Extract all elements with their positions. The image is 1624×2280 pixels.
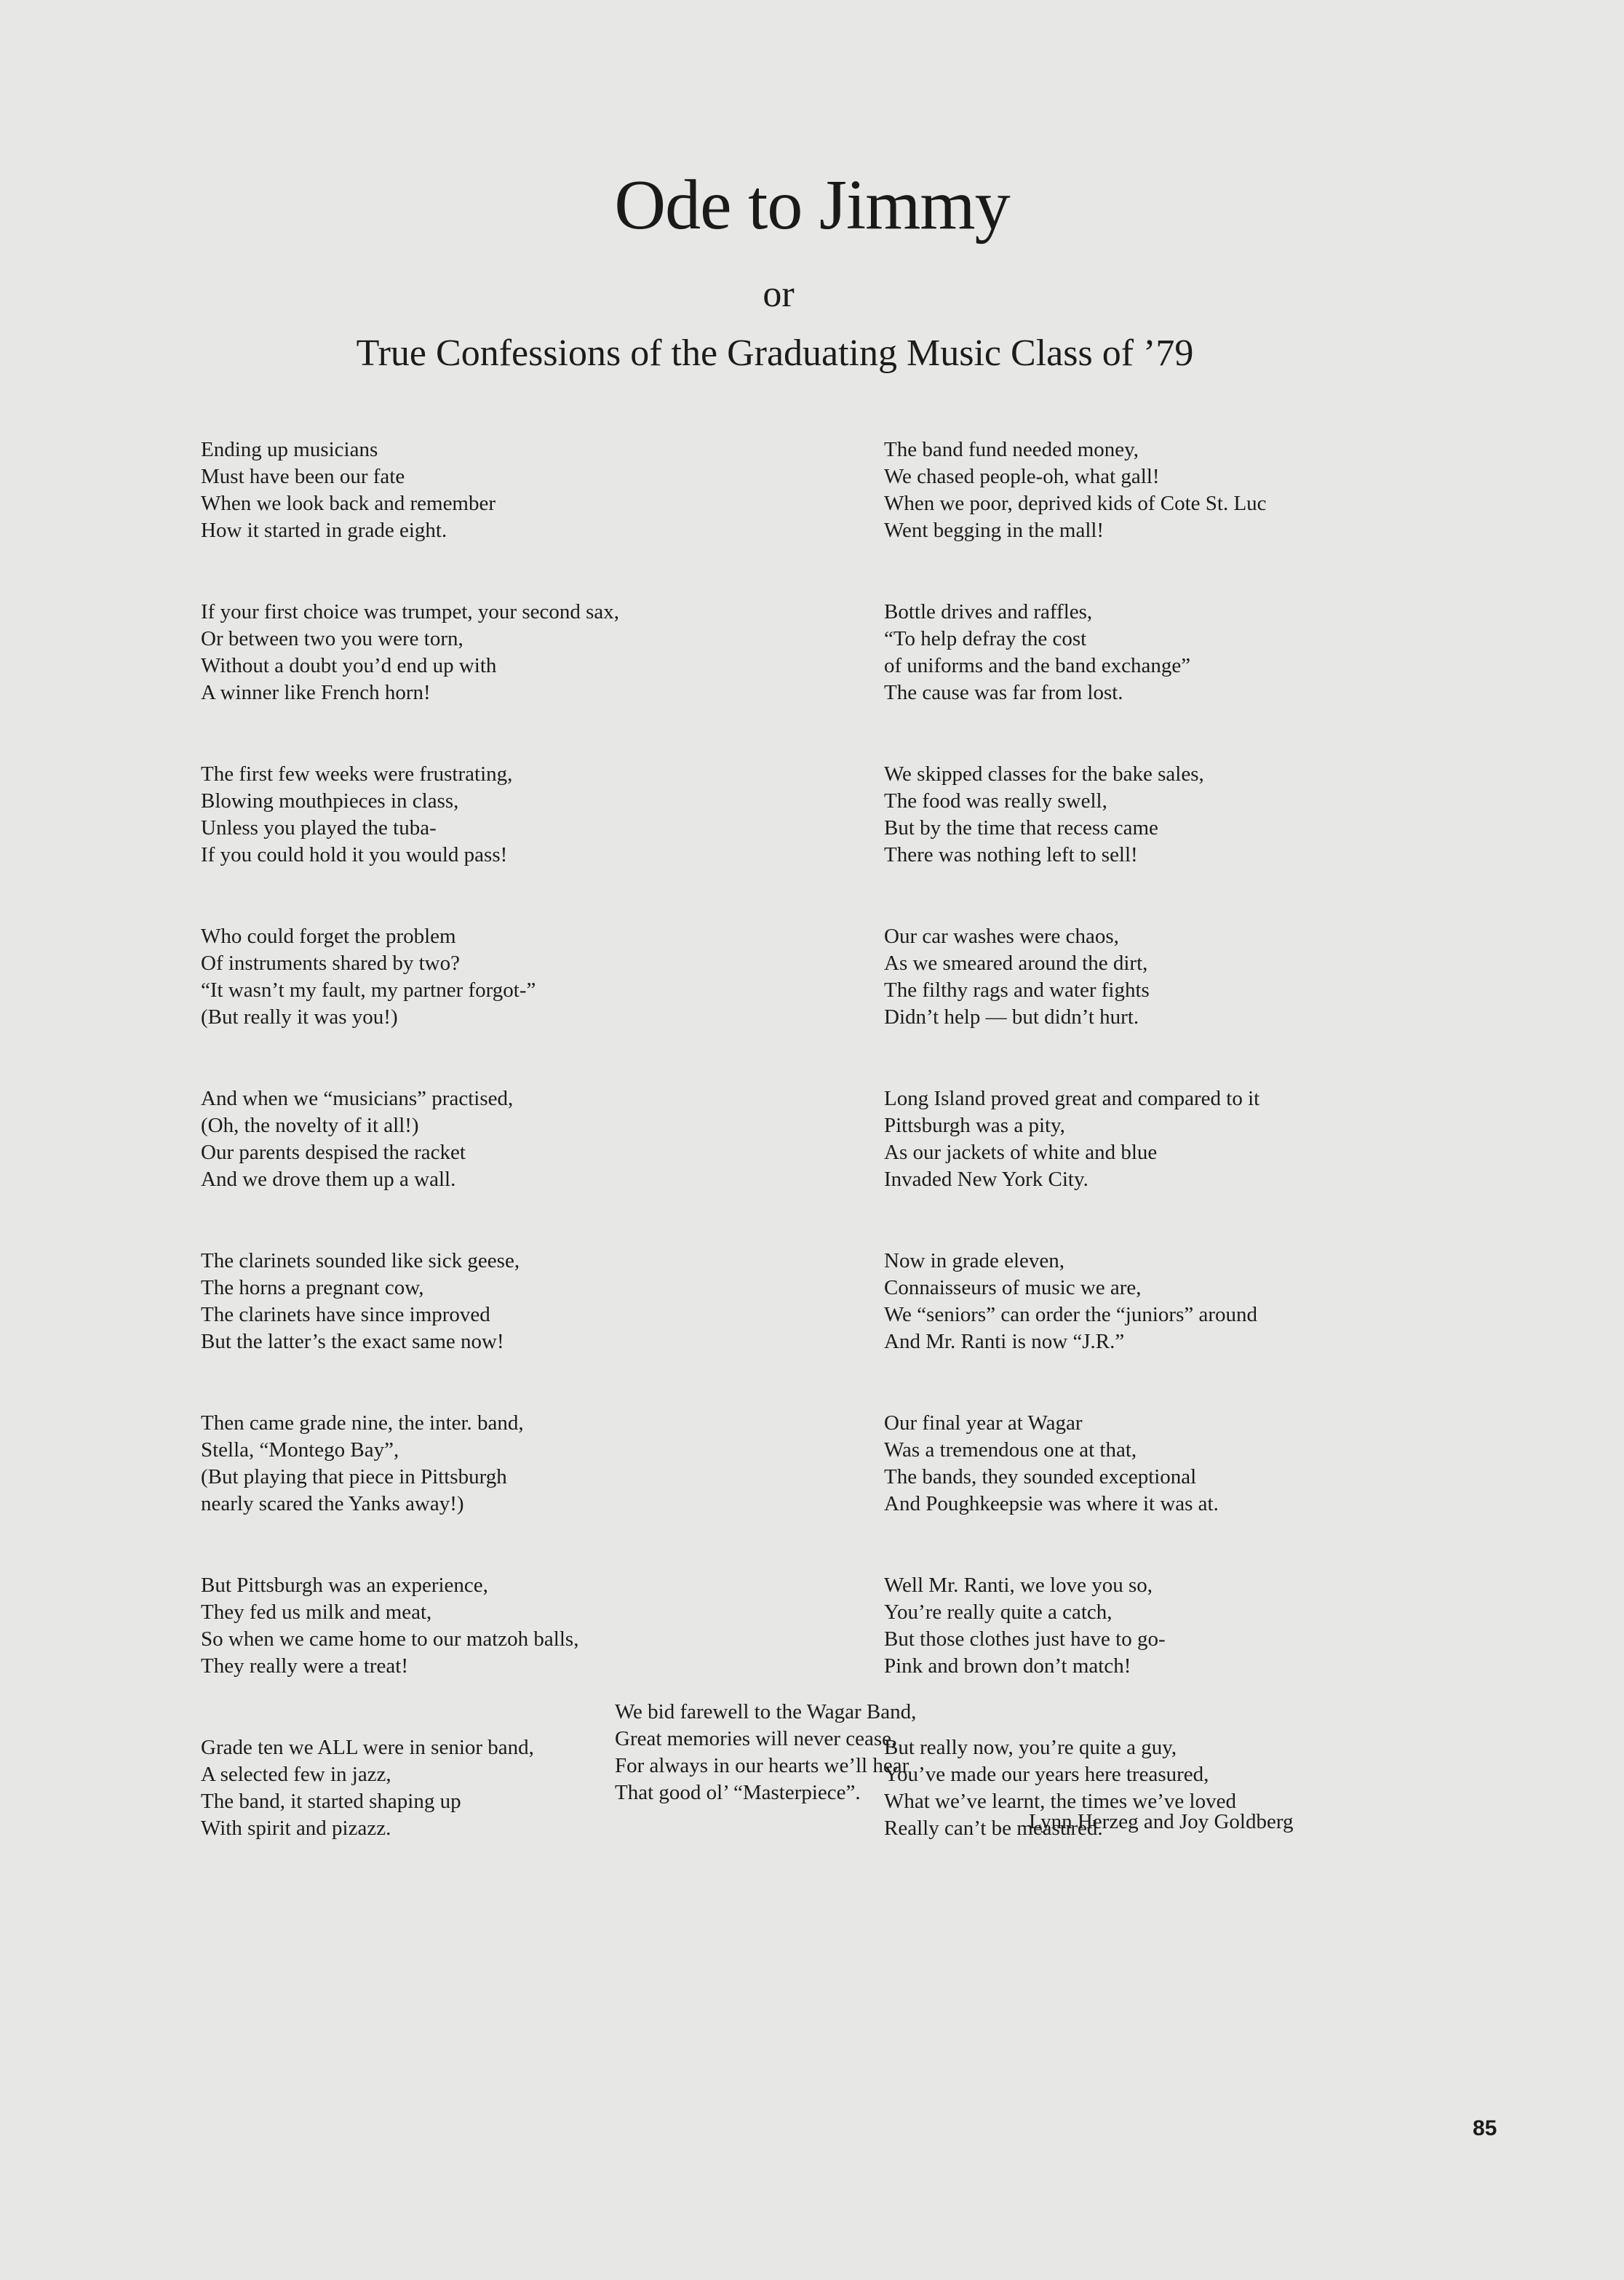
poem-line: That good ol’ “Masterpiece”. (615, 1781, 861, 1804)
poem-stanza (884, 923, 1597, 1031)
poem-line: There was nothing left to sell! (884, 843, 1138, 866)
left-poem-column (201, 437, 914, 1897)
poem-line: Blowing mouthpieces in class, (201, 789, 459, 813)
poem-line: The band, it started shaping up (201, 1790, 461, 1813)
poem-stanza (884, 761, 1597, 869)
poem-line: We bid farewell to the Wagar Band, (615, 1700, 917, 1723)
poem-line: The filthy rags and water fights (884, 978, 1150, 1002)
poem-line: And Poughkeepsie was where it was at. (884, 1492, 1219, 1515)
poem-line: They really were a treat! (201, 1654, 408, 1678)
author-attribution: Lynn Herzeg and Joy Goldberg (1029, 1810, 1294, 1833)
title-connector: or (763, 274, 795, 315)
poem-line: We “seniors” can order the “juniors” around (884, 1303, 1258, 1326)
poem-stanza (884, 1572, 1597, 1680)
poem-line: (But playing that piece in Pittsburgh (201, 1465, 507, 1488)
poem-line: Our parents despised the racket (201, 1141, 466, 1164)
right-poem-column (884, 437, 1597, 1897)
poem-line: nearly scared the Yanks away!) (201, 1492, 464, 1515)
poem-line: Didn’t help — but didn’t hurt. (884, 1005, 1139, 1029)
poem-line: Pink and brown don’t match! (884, 1654, 1131, 1678)
poem-stanza (201, 1085, 914, 1193)
poem-line: How it started in grade eight. (201, 519, 447, 542)
poem-stanza (201, 1248, 914, 1355)
poem-stanza (201, 1410, 914, 1518)
poem-line: Was a tremendous one at that, (884, 1438, 1137, 1462)
poem-line: The first few weeks were frustrating, (201, 762, 513, 786)
poem-stanza (201, 599, 914, 706)
poem-line: When we poor, deprived kids of Cote St. Luc (884, 492, 1267, 515)
poem-line: A winner like French horn! (201, 681, 431, 704)
poem-line: The cause was far from lost. (884, 681, 1123, 704)
poem-line: The food was really swell, (884, 789, 1107, 813)
poem-line: As we smeared around the dirt, (884, 952, 1148, 975)
poem-line: Connaisseurs of music we are, (884, 1276, 1142, 1299)
poem-line: (But really it was you!) (201, 1005, 398, 1029)
poem-line: Went begging in the mall! (884, 519, 1104, 542)
poem-line: The clarinets have since improved (201, 1303, 490, 1326)
poem-line: Bottle drives and raffles, (884, 600, 1093, 623)
poem-line: And when we “musicians” practised, (201, 1087, 514, 1110)
poem-line: (Oh, the novelty of it all!) (201, 1114, 419, 1137)
poem-stanza (201, 437, 914, 544)
poem-line: Unless you played the tuba- (201, 816, 437, 840)
page-subtitle: True Confessions of the Graduating Music Class of ’79 (356, 332, 1194, 374)
poem-line: Pittsburgh was a pity, (884, 1114, 1065, 1137)
poem-line: They fed us milk and meat, (201, 1601, 432, 1624)
poem-stanza (884, 599, 1597, 706)
poem-line: Must have been our fate (201, 465, 405, 488)
poem-line: And we drove them up a wall. (201, 1168, 456, 1191)
poem-line: The bands, they sounded exceptional (884, 1465, 1197, 1488)
poem-line: For always in our hearts we’ll hear (615, 1754, 909, 1777)
poem-stanza (884, 1248, 1597, 1355)
poem-line: The band fund needed money, (884, 438, 1139, 461)
poem-line: Really can’t be measured. (884, 1817, 1103, 1840)
poem-line: Grade ten we ALL were in senior band, (201, 1736, 534, 1759)
poem-line: But by the time that recess came (884, 816, 1158, 840)
poem-line: As our jackets of white and blue (884, 1141, 1158, 1164)
poem-line: You’re really quite a catch, (884, 1601, 1112, 1624)
final-stanza (615, 1699, 1270, 1806)
poem-line: If your first choice was trumpet, your second sax, (201, 600, 620, 623)
poem-line: Our car washes were chaos, (884, 925, 1119, 948)
poem-line: We chased people-oh, what gall! (884, 465, 1160, 488)
poem-line: Ending up musicians (201, 438, 378, 461)
poem-line: Or between two you were torn, (201, 627, 463, 650)
poem-line: But Pittsburgh was an experience, (201, 1574, 488, 1597)
poem-line: So when we came home to our matzoh balls, (201, 1627, 579, 1651)
poem-line: Long Island proved great and compared to it (884, 1087, 1260, 1110)
poem-line: When we look back and remember (201, 492, 496, 515)
poem-stanza (884, 1410, 1597, 1518)
poem-line: Then came grade nine, the inter. band, (201, 1411, 524, 1435)
poem-stanza (201, 761, 914, 869)
poem-line: We skipped classes for the bake sales, (884, 762, 1204, 786)
poem-line: Stella, “Montego Bay”, (201, 1438, 399, 1462)
poem-stanza (884, 437, 1597, 544)
poem-stanza (884, 1085, 1597, 1193)
poem-stanza (201, 1572, 914, 1680)
poem-line: The horns a pregnant cow, (201, 1276, 424, 1299)
poem-line: But really now, you’re quite a guy, (884, 1736, 1177, 1759)
poem-stanza (201, 923, 914, 1031)
poem-line: And Mr. Ranti is now “J.R.” (884, 1330, 1125, 1353)
poem-line: The clarinets sounded like sick geese, (201, 1249, 520, 1272)
page-title: Ode to Jimmy (614, 166, 1010, 244)
poem-line: “It wasn’t my fault, my partner forgot-” (201, 978, 536, 1002)
poem-line: If you could hold it you would pass! (201, 843, 508, 866)
poem-line: of uniforms and the band exchange” (884, 654, 1191, 677)
poem-line: But the latter’s the exact same now! (201, 1330, 504, 1353)
poem-line: Who could forget the problem (201, 925, 456, 948)
poem-line: Great memories will never cease, (615, 1727, 897, 1750)
poem-line: Our final year at Wagar (884, 1411, 1083, 1435)
page-number: 85 (1473, 2116, 1497, 2140)
poem-line: But those clothes just have to go- (884, 1627, 1166, 1651)
poem-line: “To help defray the cost (884, 627, 1087, 650)
poem-line: You’ve made our years here treasured, (884, 1763, 1209, 1786)
poem-line: Without a doubt you’d end up with (201, 654, 497, 677)
poem-line: Well Mr. Ranti, we love you so, (884, 1574, 1153, 1597)
poem-line: A selected few in jazz, (201, 1763, 391, 1786)
poem-line: Of instruments shared by two? (201, 952, 460, 975)
poem-line: Now in grade eleven, (884, 1249, 1065, 1272)
poem-line: Invaded New York City. (884, 1168, 1088, 1191)
poem-line: With spirit and pizazz. (201, 1817, 391, 1840)
poem-line: What we’ve learnt, the times we’ve loved (884, 1790, 1236, 1813)
